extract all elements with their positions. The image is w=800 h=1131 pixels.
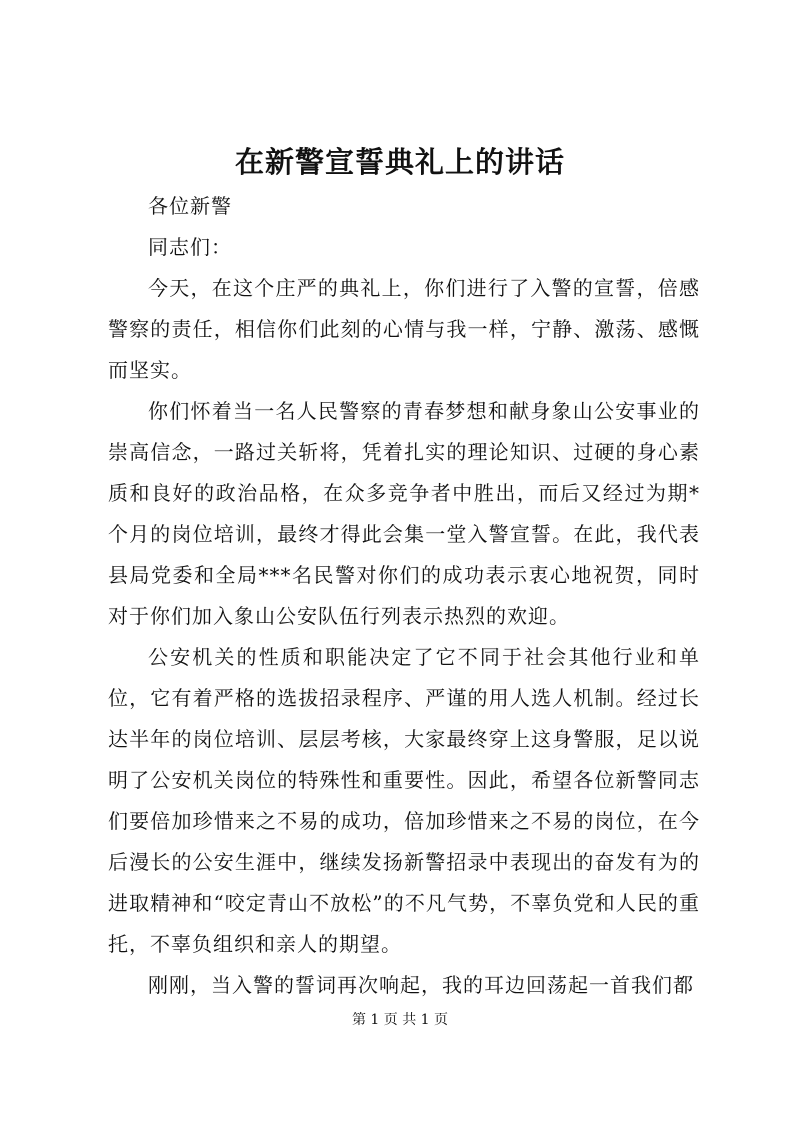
- page-footer: 第 1 页 共 1 页: [351, 1012, 449, 1028]
- body-paragraph: 今天，在这个庄严的典礼上，你们进行了入警的宣誓，倍感警察的责任，相信你们此刻的心情与我一样，宁静、激荡、感慨而坚实。: [108, 276, 700, 382]
- body-paragraph: 刚刚，当入警的誓词再次响起，我的耳边回荡起一首我们都: [148, 973, 694, 997]
- body-paragraph: 公安机关的性质和职能决定了它不同于社会其他行业和单位，它有着严格的选拔招录程序、严谨的用人选人机制。经过长达半年的岗位培训、层层考核，大家最终穿上这身警服，足以说明了公安机关岗位的特殊性和重要性。因此，希望各位新警同志们要倍加珍惜来之不易的成功，倍加珍惜来之不易的岗位，在今后漫长的公安生涯中，继续发扬新警招录中表现出的奋发有为的进取精神和“咬定青山不放松”的不凡气势，不辜负党和人民的重托，不辜负组织和亲人的期望。: [108, 645, 700, 956]
- salutation-line: 同志们：: [148, 235, 232, 259]
- document-body: [108, 186, 700, 1006]
- body-paragraph: 你们怀着当一名人民警察的青春梦想和献身象山公安事业的崇高信念，一路过关斩将，凭着扎实的理论知识、过硬的身心素质和良好的政治品格，在众多竞争者中胜出，而后又经过为期*个月的岗位培训，最终才得此会集一堂入警宣誓。在此，我代表县局党委和全局***名民警对你们的成功表示衷心地祝贺，同时对于你们加入象山公安队伍行列表示热烈的欢迎。: [108, 399, 700, 628]
- page-title: 在新警宣誓典礼上的讲话: [234, 145, 565, 179]
- salutation-line: 各位新警: [148, 194, 232, 218]
